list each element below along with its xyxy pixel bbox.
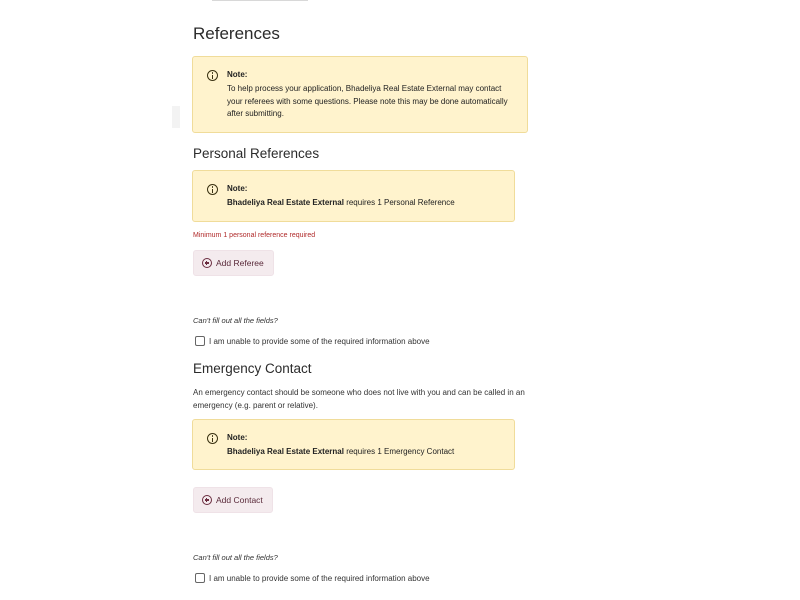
references-title: References: [193, 24, 280, 43]
unable-provide-personal-label: I am unable to provide some of the required information above: [209, 336, 430, 346]
cant-fill-text: Can't fill out all the fields?: [193, 553, 278, 562]
personal-references-title: Personal References: [193, 146, 320, 161]
personal-references-note: [192, 170, 515, 222]
unable-provide-emergency-checkbox[interactable]: [195, 573, 205, 583]
info-icon: [207, 184, 218, 195]
requirement-text: requires 1 Personal Reference: [346, 198, 455, 207]
add-contact-label: Add Contact: [216, 495, 263, 505]
emergency-contact-note: [192, 419, 515, 470]
agency-name: Bhadeliya Real Estate External: [227, 447, 344, 456]
cant-fill-text: Can't fill out all the fields?: [193, 316, 278, 325]
side-tab: [172, 106, 180, 128]
references-note: [192, 56, 528, 133]
note-body: [227, 197, 511, 210]
unable-provide-personal-checkbox[interactable]: [195, 336, 205, 346]
note-body: [227, 446, 511, 459]
add-referee-label: Add Referee: [216, 258, 264, 268]
unable-provide-personal-row[interactable]: [195, 336, 430, 346]
info-icon: [207, 433, 218, 444]
note-title: Note:: [227, 433, 248, 442]
personal-reference-error: Minimum 1 personal reference required: [193, 232, 316, 239]
emergency-contact-title: Emergency Contact: [193, 361, 312, 376]
note-body: To help process your application, Bhadeliya Real Estate External may contact your referees with some questions. Please note this may be done automatically after submitting.: [227, 84, 508, 118]
plus-circle-icon: [202, 258, 212, 268]
note-title: Note:: [227, 184, 248, 193]
top-divider: [212, 0, 308, 1]
add-referee-button[interactable]: [193, 250, 274, 276]
note-title: Note:: [227, 70, 248, 79]
unable-provide-emergency-label: I am unable to provide some of the required information above: [209, 573, 430, 583]
info-icon: [207, 70, 218, 81]
plus-circle-icon: [202, 495, 212, 505]
agency-name: Bhadeliya Real Estate External: [227, 198, 344, 207]
add-contact-button[interactable]: [193, 487, 273, 513]
requirement-text: requires 1 Emergency Contact: [346, 447, 455, 456]
emergency-contact-description: An emergency contact should be someone who does not live with you and can be called in an emergency (e.g. parent or relative).: [193, 388, 525, 410]
unable-provide-emergency-row[interactable]: [195, 573, 430, 583]
